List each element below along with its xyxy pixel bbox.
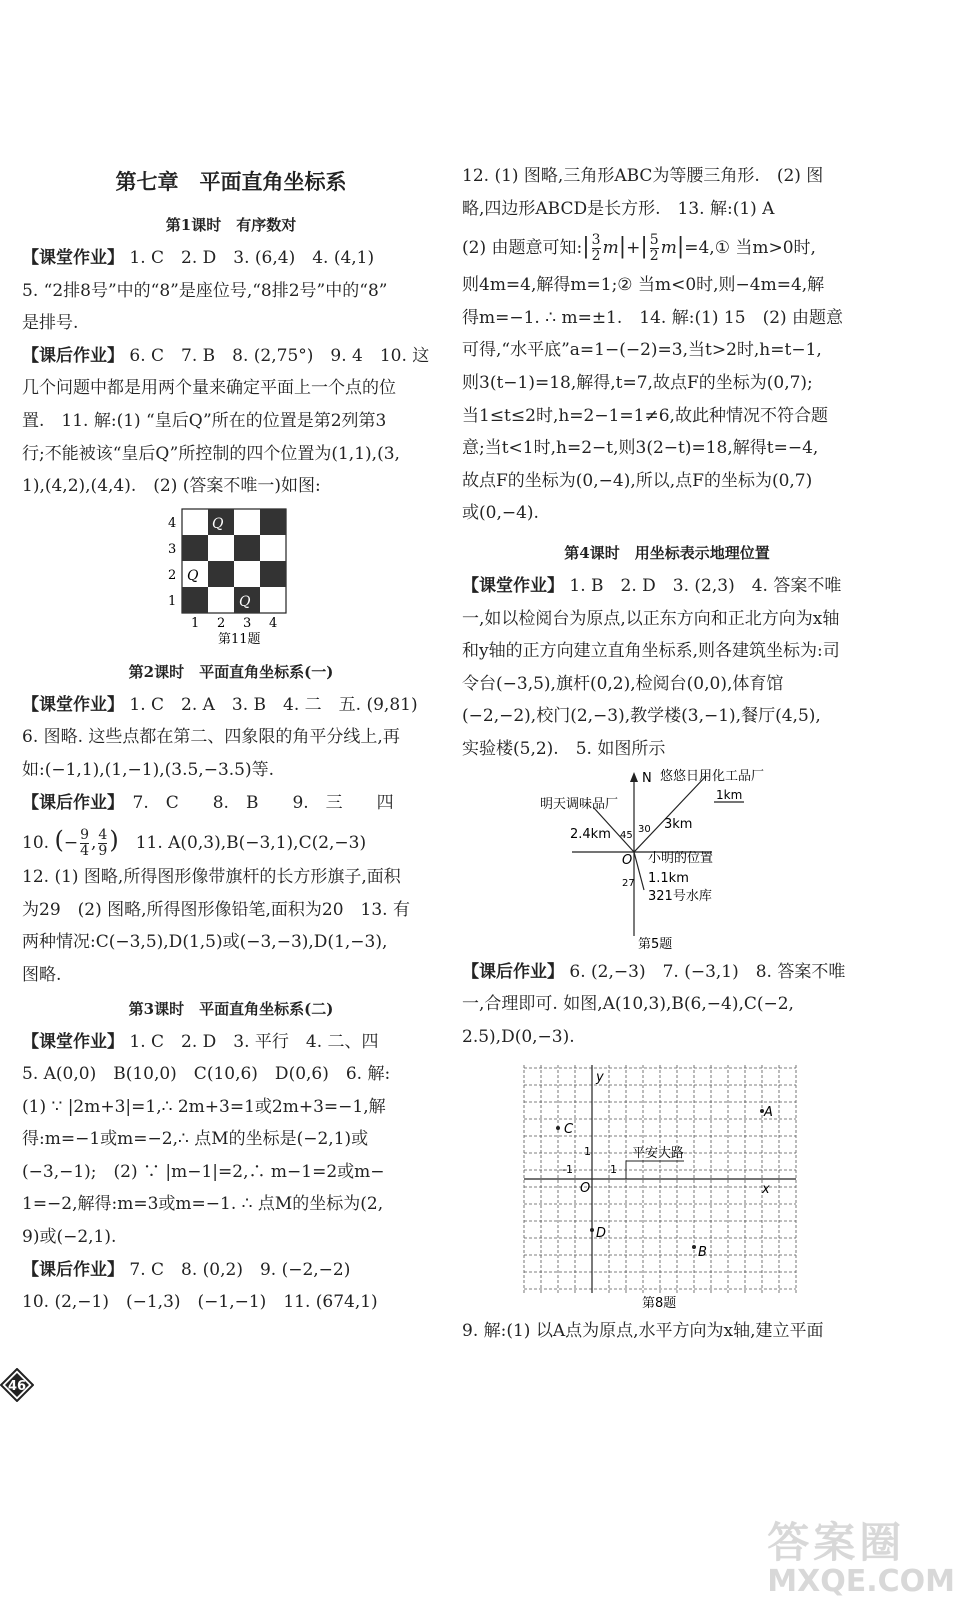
text-line: 10. (− $\frac{9}{4}$ , $\frac{4}{9}$ ) 11. A(0,3),B(−3,1),C(2,−3) [22,826,367,860]
right-column [462,160,872,1348]
section-title-1: 第1课时 有序数对 [165,216,297,234]
answer-text: 1. C 2. D 3. 平行 4. 二、四 [124,1031,379,1052]
road-label: 平安大路 [632,1146,685,1162]
label-tag: 【课堂作业】 [22,248,124,268]
fraction: $\frac{5}{2}$ [649,232,659,265]
left-column [22,160,440,1319]
figure-caption: 第5题 [638,936,673,952]
figure-caption: 第8题 [642,1296,677,1312]
angle-label: 30 [638,823,651,835]
answer-text: 1. B 2. D 3. (2,3) 4. 答案不唯 [564,575,842,596]
text-line: 实验楼(5,2). 5. 如图所示 [462,738,666,759]
answer-text: 11. A(0,3),B(−3,1),C(2,−3) [118,833,367,854]
label-tag: 【课后作业】 [462,961,564,982]
text-line: 置. 11. 解:(1) “皇后Q”所在的位置是第2列第3 [22,410,387,431]
text-line: 一,如以检阅台为原点,以正东方向和正北方向为x轴 [462,608,840,629]
answer-text: (2) 由题意可知: [462,238,583,259]
text-line: 或(0,−4). [462,503,539,524]
distance-label: 2.4km [570,826,611,842]
text-line [462,956,872,989]
figure-caption: 第11题 [218,631,261,647]
answer-text: 7. C 8. B 9. 三 四 [115,792,394,813]
label-tag: 【课堂作业】 [462,575,564,596]
text-line [22,242,440,275]
text-line: (2) 由题意可知:| $\frac{3}{2}$ m|+| $\frac{5}{2}$ m|=4,① 当m>0时, [462,232,816,265]
answer-text: 1. C 2. A 3. B 4. 二 五. (9,81) [124,694,418,715]
watermark-title: 答案圈 [767,1518,906,1567]
label-tag: 【课后作业】 [22,792,116,813]
answer-text: 1. C 2. D 3. (6,4) 4. (4,1) [124,248,375,268]
row-label: 3 [168,541,177,557]
page-badge-shape [0,1368,34,1402]
seasoning-factory-label: 明天调味品厂 [540,796,619,812]
text-line: 12. (1) 图略,三角形ABC为等腰三角形. (2) 图 [462,166,824,186]
text-line [22,1254,440,1287]
text-line: 则4m=4,解得m=1;② 当m<0时,则−4m=4,解 [462,275,825,296]
text-line: 9. 解:(1) 以A点为原点,水平方向为x轴,建立平面 [462,1321,824,1342]
fraction: $\frac{3}{2}$ [591,232,601,265]
text-line: 9)或(−2,1). [22,1227,117,1248]
text-line: 得:m=−1或m=−2,∴ 点M的坐标是(−2,1)或 [22,1129,369,1150]
text-line: (−2,−2),校门(2,−3),教学楼(3,−1),餐厅(4,5), [462,706,821,727]
point-b-label: B [698,1245,707,1261]
text-line: 得m=−1. ∴ m=±1. 14. 解:(1) 15 (2) 由题意 [462,307,844,328]
text-line: 图略. [22,964,62,985]
queen-mark: Q [212,515,224,532]
fraction: $\frac{9}{4}$ [80,827,89,860]
tick-label: 1 [610,1163,617,1177]
text-line: 两种情况:C(−3,5),D(1,5)或(−3,−3),D(1,−3), [22,932,388,953]
row-label: 4 [168,515,177,531]
page-number-badge [0,1368,34,1402]
text-line: 意;当t<1时,h=2−t,则3(2−t)=18,解得t=−4, [462,438,819,459]
queen-mark: Q [239,593,251,610]
angle-label: 27 [622,877,635,889]
text-line [22,1026,440,1059]
col-label: 1 [191,615,200,631]
section-title-4: 第4课时 用坐标表示地理位置 [564,543,770,562]
factory-label: 悠悠日用化工品厂 [660,768,765,784]
angle-label: 45 [620,829,633,841]
watermark-url: MXQE.COM [767,1564,955,1599]
text-line: 当1≤t≤2时,h=2−1=1≠6,故此种情况不符合题 [462,405,828,426]
figure-5-map [462,766,872,956]
answer-text: 6. C 7. B 8. (2,75°) 9. 4 10. 这 [124,345,430,366]
origin-label: O [622,852,633,868]
text-line [22,787,440,820]
page-number: 46 [7,1379,27,1394]
text-line: 是排号. [22,313,79,334]
chapter-title: 第七章 平面直角坐标系 [115,169,347,194]
text-line [462,570,872,603]
grid-svg [462,1053,872,1315]
y-axis-label: y [596,1070,604,1086]
north-label: N [642,770,652,786]
distance-label: 3km [664,816,693,832]
tick-label: -1 [562,1163,573,1177]
text-line: 行;不能被该“皇后Q”所控制的四个位置为(1,1),(3, [22,443,400,464]
text-line: 略,四边形ABCD是长方形. 13. 解:(1) A [462,198,775,219]
col-label: 4 [269,615,278,631]
text-line: 如:(−1,1),(1,−1),(3.5,−3.5)等. [22,759,275,780]
text-line: 12. (1) 图略,所得图形像带旗杆的长方形旗子,面积 [22,867,401,888]
watermark [767,1510,955,1599]
text-line: 为29 (2) 图略,所得图形像铅笔,面积为20 13. 有 [22,899,410,920]
section-title-3: 第3课时 平面直角坐标系(二) [128,999,334,1018]
label-tag: 【课后作业】 [22,345,124,366]
point-a-label: A [764,1105,773,1121]
text-line: (−3,−1); (2) ∵ |m−1|=2,∴ m−1=2或m− [22,1161,385,1182]
scale-label: 1km [716,787,743,802]
text-line: 1),(4,2),(4,4). (2) (答案不唯一)如图: [22,476,321,497]
col-label: 3 [243,615,252,631]
text-line: 可得,“水平底”a=1−(−2)=3,当t>2时,h=t−1, [462,340,822,361]
fraction: $\frac{4}{9}$ [98,827,108,860]
text-line: 10. (2,−1) (−1,3) (−1,−1) 11. (674,1) [22,1292,378,1313]
figure-11-chessboard [22,503,440,655]
chessboard-svg [22,503,440,655]
text-line: 5. “2排8号”中的“8”是座位号,“8排2号”中的“8” [22,280,388,301]
label-tag: 【课堂作业】 [22,694,124,715]
answer-text: 7. C 8. (0,2) 9. (−2,−2) [124,1259,351,1280]
text-line [22,689,440,722]
queen-mark: Q [187,567,199,584]
figure-8-grid [462,1053,872,1315]
text-line: 几个问题中都是用两个量来确定平面上一个点的位 [22,378,396,399]
text-line: 5. A(0,0) B(10,0) C(10,6) D(0,6) 6. 解: [22,1064,391,1085]
text-line [22,340,440,373]
tick-label: 1 [584,1145,591,1159]
queen-mark: Q [265,541,277,558]
origin-label: O [580,1181,591,1197]
text-line: 一,合理即可. 如图,A(10,3),B(6,−4),C(−2, [462,994,794,1015]
text-line: 令台(−3,5),旗杆(0,2),检阅台(0,0),体育馆 [462,673,784,694]
distance-label: 1.1km [648,870,689,886]
text-line: 则3(t−1)=18,解得,t=7,故点F的坐标为(0,7); [462,372,813,393]
map-svg [462,766,872,956]
xiaoming-label: 小明的位置 [648,850,714,866]
reservoir-label: 321号水库 [648,888,712,904]
section-title-2: 第2课时 平面直角坐标系(一) [128,662,334,681]
label-tag: 【课堂作业】 [22,1031,124,1052]
text-line: (1) ∵ |2m+3|=1,∴ 2m+3=1或2m+3=−1,解 [22,1096,386,1117]
answer-text: 10. [22,833,55,854]
text-line: 故点F的坐标为(0,−4),所以,点F的坐标为(0,7) [462,470,813,491]
x-axis-label: x [762,1182,770,1198]
answer-text: =4,① 当m>0时, [684,238,816,259]
label-tag: 【课后作业】 [22,1259,124,1280]
row-label: 2 [168,567,177,583]
point-c-label: C [564,1122,574,1138]
point-d-label: D [596,1226,607,1242]
col-label: 2 [217,615,226,631]
text-line: 1=−2,解得:m=3或m=−1. ∴ 点M的坐标为(2, [22,1194,384,1215]
text-line: 和y轴的正方向建立直角坐标系,则各建筑坐标为:司 [462,641,840,662]
text-line: 6. 图略. 这些点都在第二、四象限的角平分线上,再 [22,727,400,748]
row-label: 1 [168,593,177,609]
answer-text: 6. (2,−3) 7. (−3,1) 8. 答案不唯 [564,961,846,982]
text-line: 2.5),D(0,−3). [462,1026,575,1047]
